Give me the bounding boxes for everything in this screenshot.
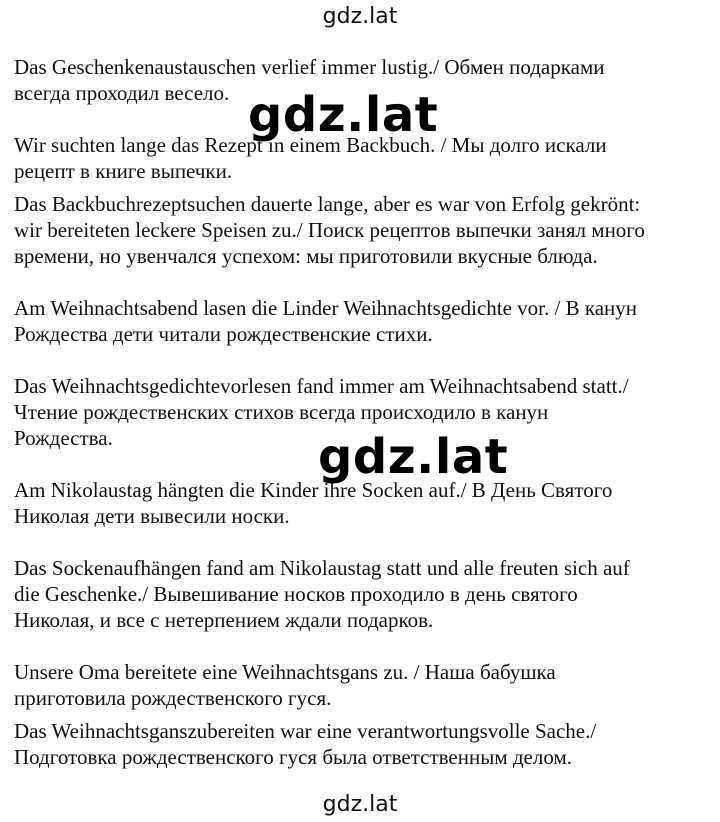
watermark-large-2: gdz.lat bbox=[318, 429, 509, 485]
paragraph-7: Das Sockenaufhängen fand am Nikolaustag statt und alle freuten sich auf die Geschenke./ Вывешивание носков проходило в день святого Николая, и все с нетерпением ждали подарков. bbox=[14, 556, 630, 632]
paragraph-5: Das Weihnachtsgedichtevorlesen fand immer am Weihnachtsabend statt./ Чтение рождественских стихов всегда происходило в канун Рождества. bbox=[14, 374, 629, 450]
watermark-bottom: gdz.lat bbox=[322, 792, 398, 817]
paragraph-9: Das Weihnachtsganszubereiten war eine verantwortungsvolle Sache./ Подготовка рождественского гуся была ответственным делом. bbox=[14, 719, 597, 769]
watermark-top: gdz.lat bbox=[322, 4, 398, 29]
paragraph-3: Das Backbuchrezeptsuchen dauerte lange, aber es war von Erfolg gekrönt: wir bereiteten leckere Speisen zu./ Поиск рецептов выпечки занял много времени, но увенчался успехом: мы приготовили вкусные блюда. bbox=[14, 192, 645, 268]
watermark-large-1: gdz.lat bbox=[248, 87, 439, 143]
paragraph-2: Wir suchten lange das Rezept in einem Backbuch. / Мы долго искали рецепт в книге выпечки. bbox=[14, 133, 607, 183]
paragraph-6: Am Nikolaustag hängten die Kinder ihre Socken auf./ В День Святого Николая дети вывесили носки. bbox=[14, 478, 613, 528]
paragraph-4: Am Weihnachtsabend lasen die Linder Weihnachtsgedichte vor. / В канун Рождества дети читали рождественские стихи. bbox=[14, 296, 638, 346]
document-body bbox=[14, 54, 704, 770]
paragraph-1: Das Geschenkenaustauschen verlief immer lustig./ Обмен подарками всегда проходил весело. bbox=[14, 55, 605, 105]
paragraph-8: Unsere Oma bereitete eine Weihnachtsgans zu. / Наша бабушка приготовила рождественского гуся. bbox=[14, 660, 556, 710]
